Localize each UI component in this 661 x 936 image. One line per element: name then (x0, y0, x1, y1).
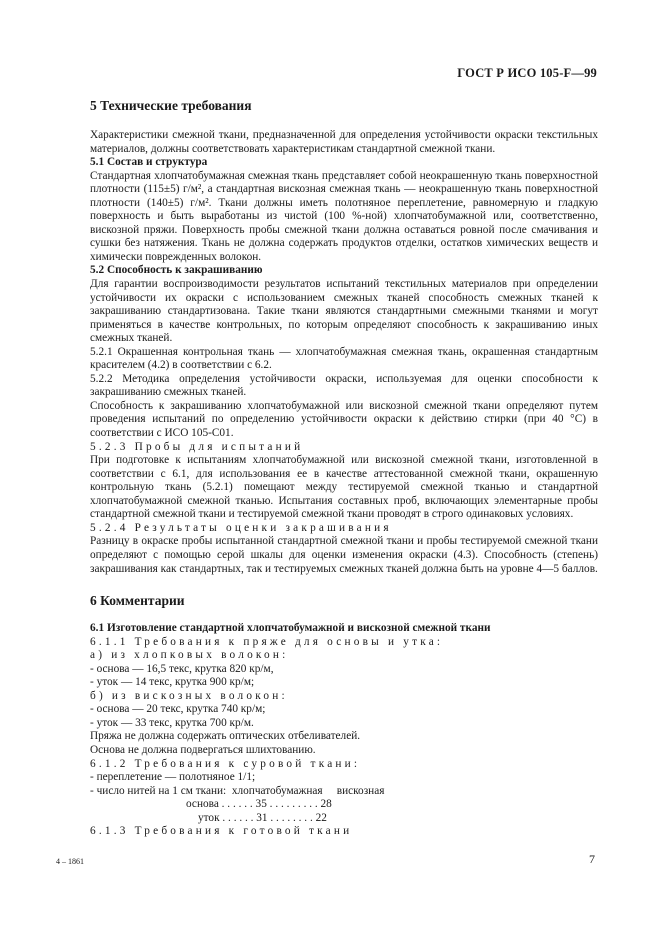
warp-row (90, 798, 598, 812)
section-5-title: 5 Технические требования (90, 98, 252, 113)
section-5-1-title: 5.1 Состав и структура (90, 156, 208, 169)
page-content (90, 97, 598, 839)
page-number: 7 (589, 852, 595, 866)
s6-1-2-2: - число нитей на 1 см ткани: хлопчатобумажная вискозная (90, 784, 385, 797)
s6-1-1-b2: - уток — 33 текс, крутка 700 кр/м. (90, 716, 254, 729)
section-5-2-title: 5.2 Способность к закрашиванию (90, 264, 263, 277)
s6-1-1: 6.1.1 Требования к пряже для основы и утка: (90, 635, 444, 648)
s6-1-1-a1: - основа — 16,5 текс, крутка 820 кр/м, (90, 662, 274, 675)
section-5-2-4-title: 5.2.4 Результаты оценки закрашивания (90, 521, 392, 534)
s5-2-4-text: Разницу в окраске пробы испытанной стандартной смежной ткани и пробы тестируемой смежной ткани определяют с помощью серой шкалы для оценки изменения окраски (4.3). Способность (степень) закрашивания как стандартных, так и тестируемых смежных тканей должна быть на уровне 4—5 баллов. (90, 535, 598, 575)
weft-row-text: уток . . . . . . 31 . . . . . . . . 22 (198, 811, 327, 824)
standard-header: ГОСТ Р ИСО 105-F—99 (457, 66, 597, 80)
s5-1-text: Стандартная хлопчатобумажная смежная ткань представляет собой неокрашенную ткань поверхностной плотности (115±5) г/м², а стандартная вискозная смежная ткань — неокрашенную ткань поверхностной плотности (140±5) г/м². Ткани должны иметь полотняное переплетение, равномерную и гладкую поверхность и быть выработаны из чистой (100 %-ной) хлопчатобумажной или, соответственно, вискозной пряжи. Поверхность пробы смежной ткани должна оставаться ровной после смачивания и сушки без натяжения. Ткань не должна содержать продуктов отделки, остатков химических веществ и химически поврежденных волокон. (90, 169, 598, 263)
s5-2-3-text: При подготовке к испытаниям хлопчатобумажной или вискозной смежной ткани, изготовленной в соответствии с 6.1, для использования ее в качестве аттестованной смежной ткани, окрашенную контрольную ткань (5.2.1) помещают между тестируемой смежной тканью и стандартной хлопчатобумажной смежной тканью. Испытания составных проб, включающих элементарные пробы стандартной смежной ткани и тестируемой смежной ткани проводят в строго одинаковых условиях. (90, 454, 598, 521)
s6-1-1-b: б) из вискозных волокон: (90, 689, 288, 702)
section-6-1-title: 6.1 Изготовление стандартной хлопчатобумажной и вискозной смежной ткани (90, 622, 491, 635)
section-6-title: 6 Комментарии (90, 593, 185, 609)
s5-2-text: Для гарантии воспроизводимости результатов испытаний текстильных материалов при определении устойчивости их окраски с использованием смежных тканей способность смежных тканей к закрашиванию стандартизована. Такие ткани являются стандартными смежными тканями и могут применяться в качестве контрольных, по которым определяют способность к закрашиванию иных смежных тканей. (90, 278, 598, 345)
s5-2-2-text: 5.2.2 Методика определения устойчивости окраски, используемая для оценки способности к закрашиванию смежных тканей. (90, 372, 598, 399)
s6-1-3: 6.1.3 Требования к готовой ткани (90, 825, 353, 838)
weft-row (90, 812, 598, 826)
s6-1-1-note1: Пряжа не должна содержать оптических отбеливателей. (90, 730, 361, 743)
print-code: 4 – 1861 (56, 857, 84, 866)
s6-1-1-b1: - основа — 20 текс, крутка 740 кр/м; (90, 703, 266, 716)
s6-1-1-a: а) из хлопковых волокон: (90, 649, 289, 662)
s5-2-1-text: 5.2.1 Окрашенная контрольная ткань — хлопчатобумажная смежная ткань, окрашенная стандартным красителем (4.2) в соответствии с 6.2. (90, 345, 598, 372)
s5-intro: Характеристики смежной ткани, предназначенной для определения устойчивости окраски текстильных материалов, должны соответствовать характеристикам стандартной смежной ткани. (90, 129, 598, 155)
s5-2-2-text2: Способность к закрашиванию хлопчатобумажной или вискозной смежной ткани определяют путем проведения испытаний по определению устойчивости окраски к действию стирки (при 40 °С) в соответствии с ИСО 105-С01. (90, 399, 598, 440)
s6-1-2-1: - переплетение — полотняное 1/1; (90, 771, 256, 784)
section-5-2-3-title: 5.2.3 Пробы для испытаний (90, 440, 304, 453)
s6-1-2: 6.1.2 Требования к суровой ткани: (90, 757, 361, 770)
warp-row-text: основа . . . . . . 35 . . . . . . . . . 28 (186, 798, 332, 811)
s6-1-1-a2: - уток — 14 текс, крутка 900 кр/м; (90, 676, 255, 689)
s6-1-1-note2: Основа не должна подвергаться шлихтованию. (90, 743, 316, 756)
